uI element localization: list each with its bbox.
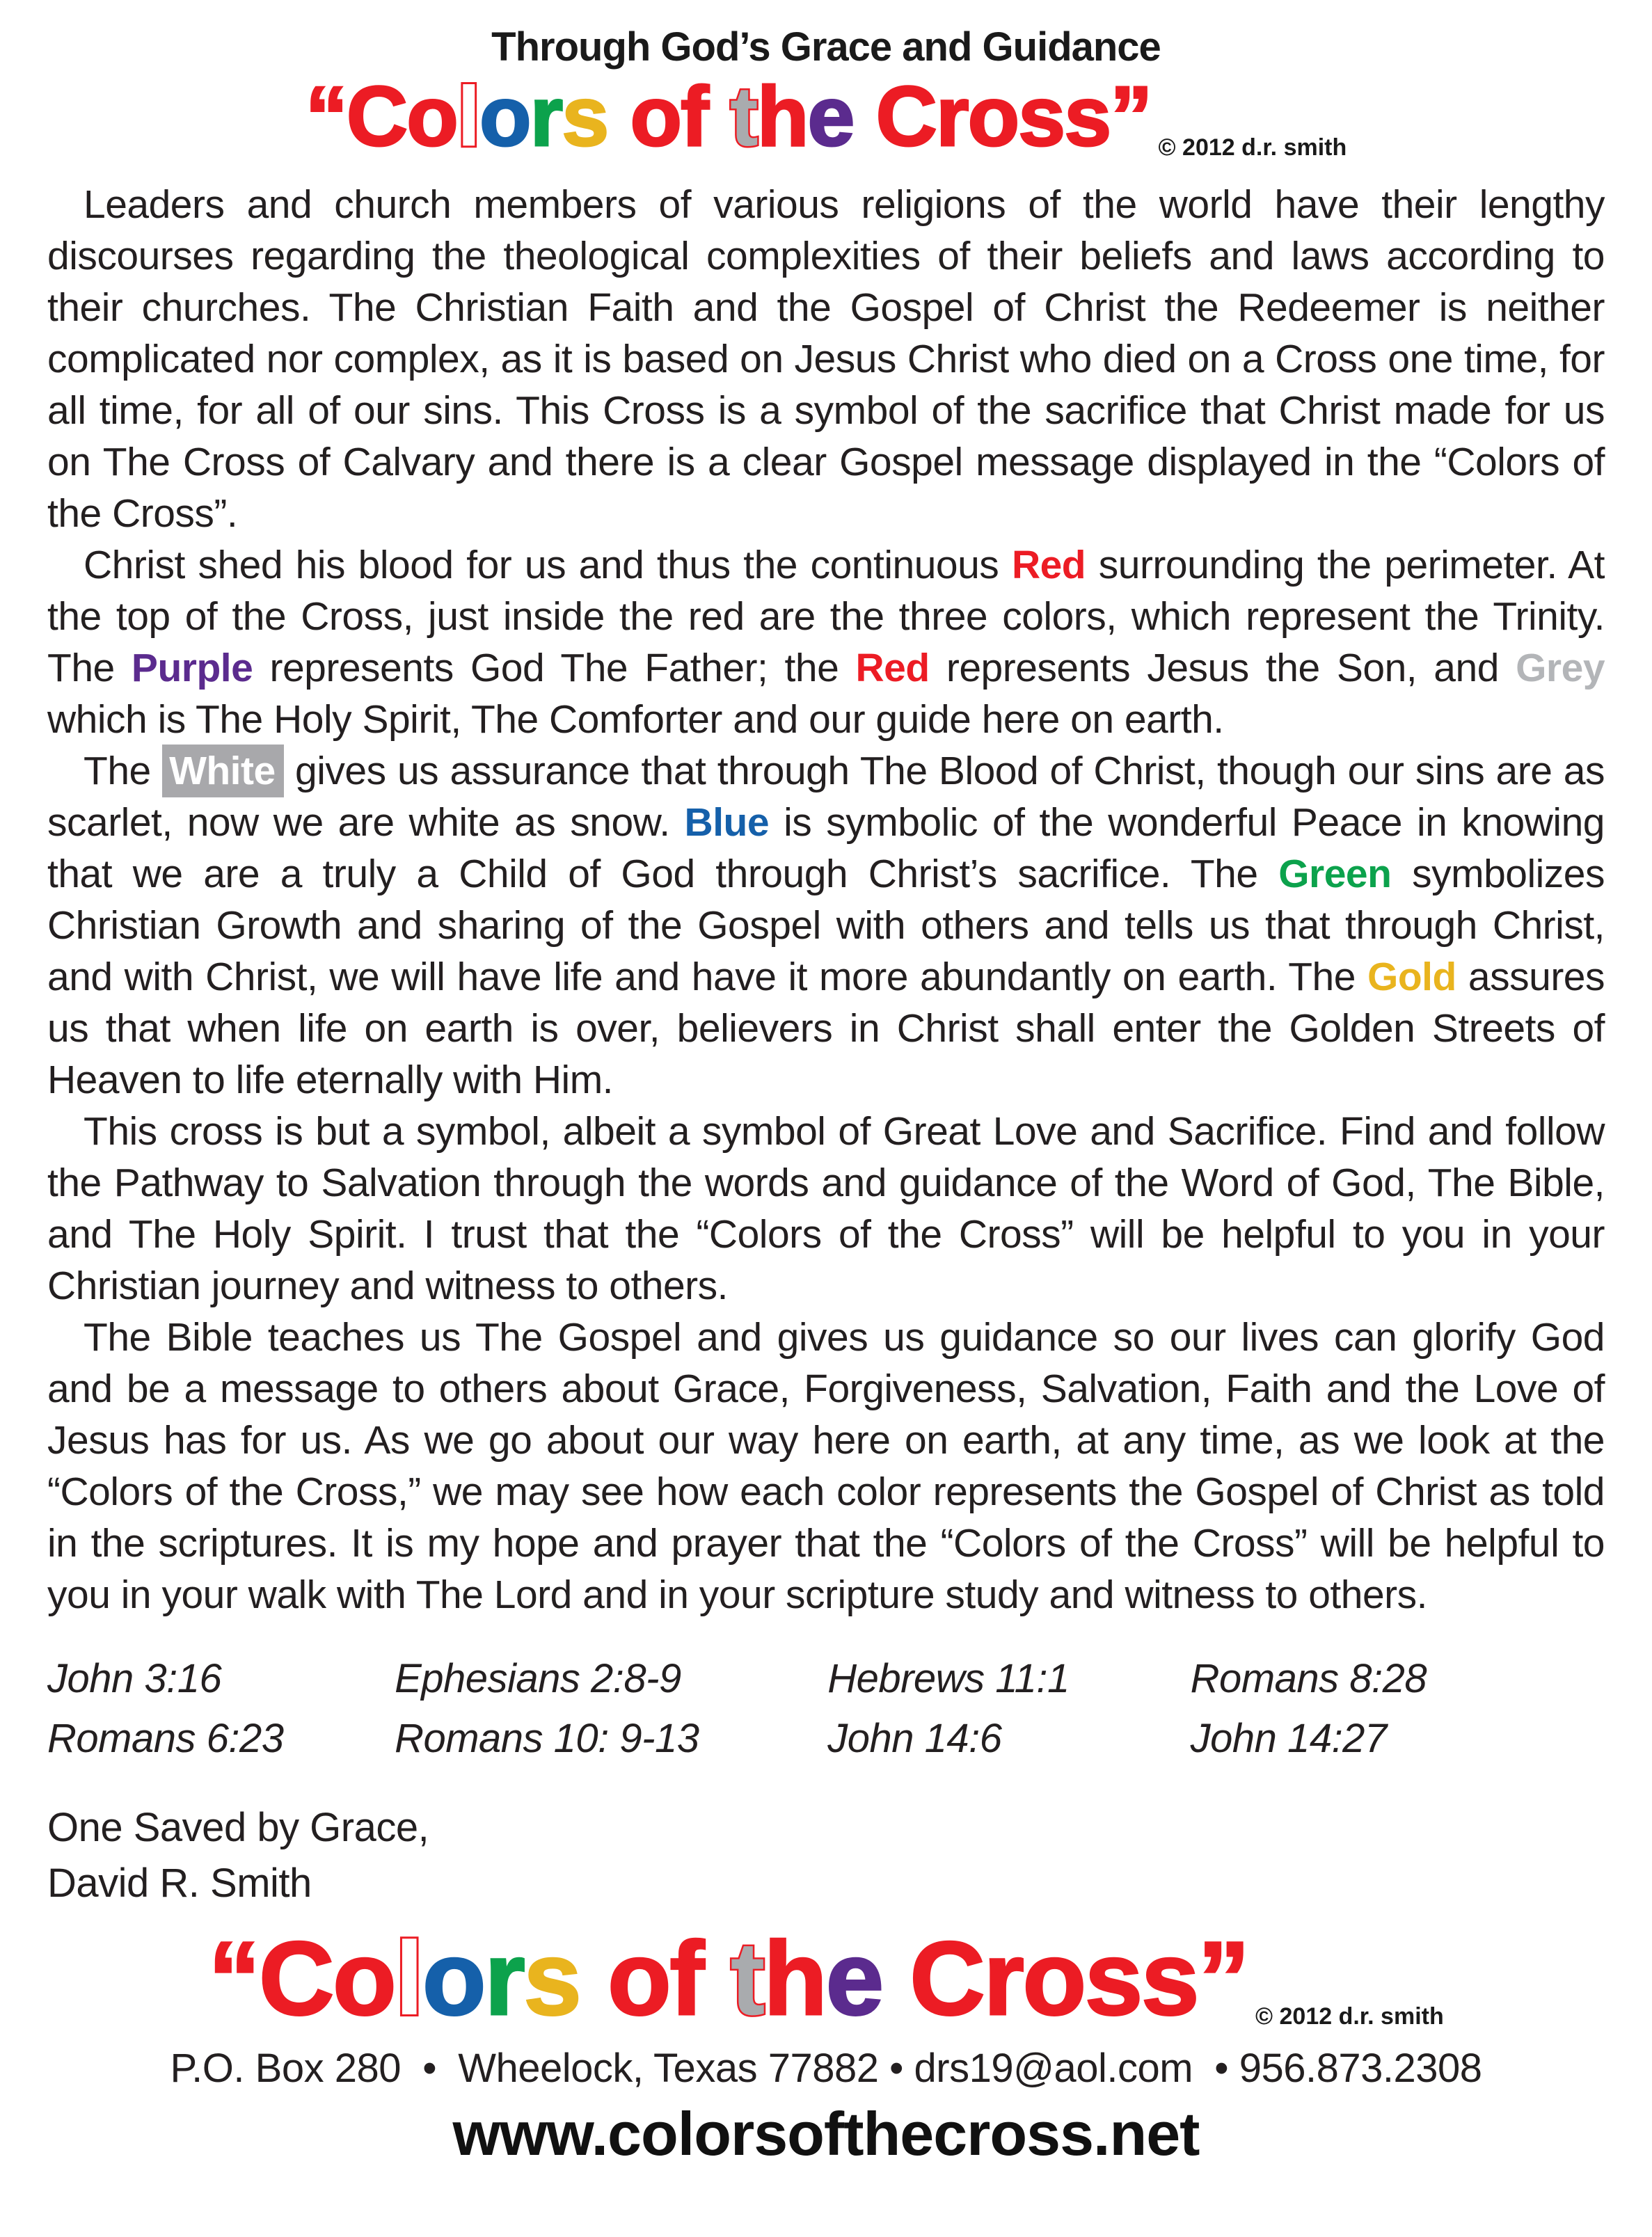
footer-title-copyright: © 2012 d.r. smith: [1255, 2003, 1444, 2030]
title-letter-sp: [882, 1920, 910, 2037]
color-word-gold: Gold: [1367, 955, 1456, 1000]
title-letter-blue: o: [422, 1920, 485, 2037]
title-copyright: © 2012 d.r. smith: [1158, 134, 1347, 161]
title-letter-red: o: [607, 1920, 670, 2037]
title-letter-blue: o: [479, 69, 530, 164]
title-letter-red: C: [910, 1920, 984, 2037]
title-letter-red: C: [346, 69, 407, 164]
body-text: represents Jesus the Son, and: [929, 646, 1516, 691]
scripture-ref: John 3:16: [47, 1656, 222, 1702]
title-letter-red: o: [630, 69, 681, 164]
kicker-line: Through God’s Grace and Guidance: [491, 24, 1161, 70]
scripture-ref: Ephesians 2:8-9: [395, 1656, 681, 1702]
title-letter-purple: e: [825, 1920, 882, 2037]
scripture-ref: Romans 6:23: [47, 1716, 284, 1762]
title-letter-red: h: [756, 69, 808, 164]
scripture-ref: John 14:6: [827, 1716, 1002, 1762]
title-letter-red: s: [1018, 69, 1065, 164]
title-letter-sp: [607, 69, 630, 164]
title-letter-red: h: [763, 1920, 826, 2037]
footer-title: [47, 1920, 1605, 2037]
title-letter-red: C: [259, 1920, 333, 2037]
title-letter-red: o: [333, 1920, 395, 2037]
color-word-blue: Blue: [684, 800, 770, 845]
paragraph-intro: [47, 179, 1605, 539]
title-letter-sp: [703, 1920, 730, 2037]
title-letter-purple: e: [807, 69, 854, 164]
title-letter-sp: [854, 69, 876, 164]
title-letter-outline: l: [456, 69, 479, 164]
main-title-letters: [305, 69, 1152, 164]
body-text: This cross is but a symbol, albeit a symbol of Great Love and Sacrifice. Find and follow the Pathway to Salvation through the words and guidance of the Word of God, The Bible, and The Holy Spirit. I trust that the “Colors of the Cross” will be helpful to you in your Christian journey and witness to others.: [47, 1109, 1605, 1309]
body-text: The Bible teaches us The Gospel and gives us guidance so our lives can glorify God and be a message to others about Grace, Forgiveness, Salvation, Faith and the Love of Jesus has for us. As we go about our way here on earth, at any time, as we look at the “Colors of the Cross,” we may see how each color represents the Gospel of Christ as told in the scriptures. It is my hope and prayer that the “Colors of the Cross” will be helpful to you in your walk with The Lord and in your scripture study and witness to others.: [47, 1315, 1605, 1618]
title-letter-red: r: [983, 1920, 1023, 2037]
body-copy: [47, 179, 1605, 1621]
paragraph-trinity-colors: [47, 539, 1605, 745]
body-text: represents God The Father; the: [253, 646, 856, 691]
title-letter-gold: s: [562, 69, 608, 164]
title-letter-red: r: [935, 69, 968, 164]
color-word-green: Green: [1278, 852, 1392, 897]
body-text: assures us that when life on earth is over, believers in Christ shall enter the Golden Streets of Heaven to life eternally with Him.: [47, 955, 1605, 1103]
website-url: www.colorsofthecross.net: [452, 2099, 1200, 2168]
title-letter-cross: t: [730, 69, 757, 164]
title-letter-red: “: [208, 1920, 259, 2037]
title-letter-red: o: [967, 69, 1019, 164]
title-letter-sp: [708, 69, 730, 164]
body-text: which is The Holy Spirit, The Comforter and our guide here on earth.: [47, 697, 1224, 742]
body-text: is symbolic of the wonderful Peace in knowing that we are a truly a Child of God through Christ’s sacrifice. The: [47, 800, 1605, 897]
title-letter-red: “: [305, 69, 347, 164]
scripture-ref: John 14:27: [1190, 1716, 1387, 1762]
body-text: gives us assurance that through The Blood of Christ, though our sins are as scarlet, now we are white as snow.: [47, 749, 1605, 845]
signoff-author: David R. Smith: [47, 1861, 312, 1906]
color-word-red: Red: [1011, 543, 1086, 588]
color-word-grey: Grey: [1516, 646, 1605, 691]
title-letter-sp: [580, 1920, 607, 2037]
paragraph-white-blue-green-gold: [47, 745, 1605, 1106]
title-letter-red: ”: [1198, 1920, 1249, 2037]
title-letter-red: o: [1022, 1920, 1085, 2037]
title-letter-cross: t: [730, 1920, 764, 2037]
body-text: Christ shed his blood for us and thus the continuous: [84, 543, 1012, 588]
signoff: [47, 1800, 1605, 1911]
title-letter-red: C: [875, 69, 936, 164]
color-word-purple: Purple: [131, 646, 253, 691]
body-text: Leaders and church members of various religions of the world have their lengthy discourses regarding the theological complexities of their beliefs and laws according to their churches. The Christian Faith and the Gospel of Christ the Redeemer is neither complicated nor complex, as it is based on Jesus Christ who died on a Cross one time, for all time, for all of our sins. This Cross is a symbol of the sacrifice that Christ made for us on The Cross of Calvary and there is a clear Gospel message displayed in the “Colors of the Cross”.: [47, 182, 1605, 536]
title-letter-gold: s: [523, 1920, 580, 2037]
paragraph-bible-teaches: [47, 1312, 1605, 1621]
scripture-ref: Romans 8:28: [1190, 1656, 1427, 1702]
color-word-red: Red: [855, 646, 930, 691]
title-letter-green: r: [530, 69, 562, 164]
title-letter-red: o: [406, 69, 457, 164]
title-letter-red: f: [681, 69, 708, 164]
color-word-white: White: [162, 745, 284, 797]
paragraph-symbol: [47, 1106, 1605, 1312]
title-letter-red: f: [669, 1920, 704, 2037]
footer-title-letters: [208, 1920, 1248, 2037]
title-letter-red: s: [1084, 1920, 1142, 2037]
scripture-references: [47, 1654, 1605, 1764]
title-letter-green: r: [484, 1920, 524, 2037]
title-letter-outline: l: [395, 1920, 422, 2037]
title-letter-red: s: [1141, 1920, 1198, 2037]
title-letter-red: ”: [1110, 69, 1152, 164]
scripture-ref: Romans 10: 9-13: [395, 1716, 699, 1762]
signoff-line: One Saved by Grace,: [47, 1805, 429, 1851]
contact-line: P.O. Box 280 • Wheelock, Texas 77882 • drs19@aol.com • 956.873.2308: [170, 2045, 1482, 2091]
body-text: The: [84, 749, 163, 794]
title-letter-red: s: [1064, 69, 1111, 164]
main-title: [47, 69, 1605, 164]
body-text: surrounding the perimeter. At the top of the Cross, just inside the red are the three colors, which represent the Trinity. The: [47, 543, 1605, 691]
scripture-ref: Hebrews 11:1: [827, 1656, 1070, 1702]
body-text: symbolizes Christian Growth and sharing of the Gospel with others and tells us that through Christ, and with Christ, we will have life and have it more abundantly on earth. The: [47, 852, 1605, 1000]
